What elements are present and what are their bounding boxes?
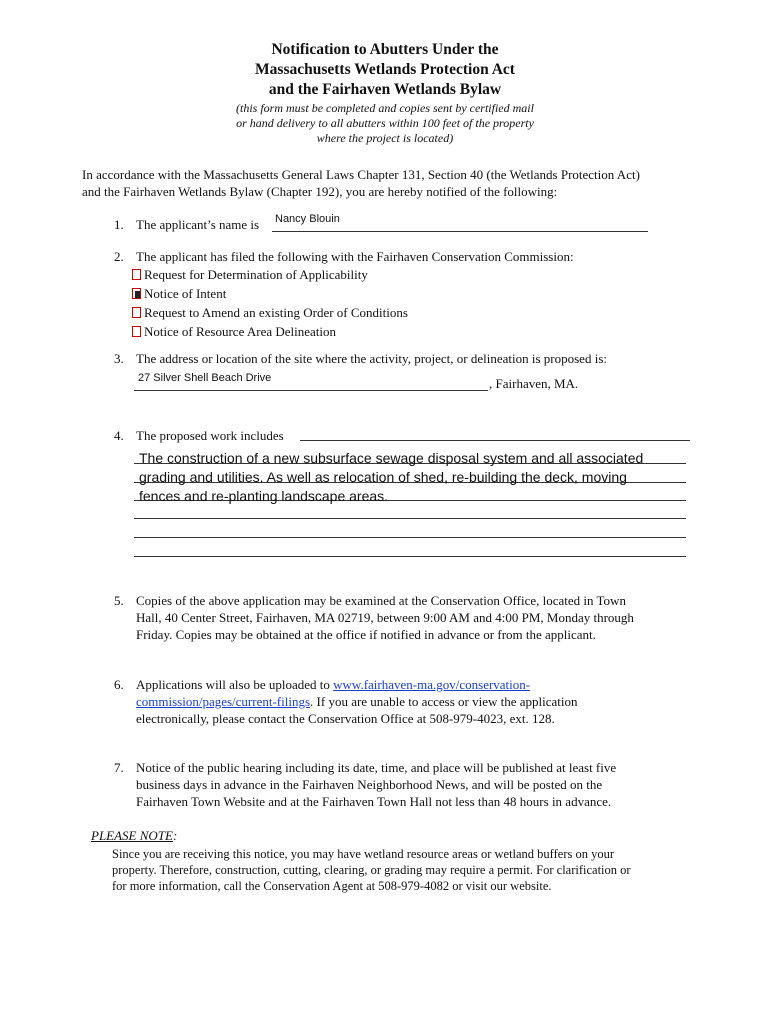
form-subtitle	[0, 101, 770, 146]
proposed-work-line-5	[134, 520, 686, 538]
item-5-line-1: Copies of the above application may be examined at the Conservation Office, located in Town	[136, 593, 626, 608]
proposed-work-text-1: The construction of a new subsurface sewage disposal system and all associated	[139, 450, 644, 466]
checkbox-amend-ooc[interactable]	[132, 307, 141, 318]
option-amend-ooc-label: Request to Amend an existing Order of Conditions	[144, 305, 408, 320]
option-rda[interactable]	[132, 266, 408, 285]
please-note-text	[112, 846, 631, 894]
item-6-pre: Applications will also be uploaded to	[136, 677, 334, 692]
option-amend-ooc[interactable]	[132, 304, 408, 323]
proposed-work-text-2: grading and utilities. As well as relocation of shed, re-building the deck, moving	[139, 469, 627, 485]
filings-link-part-2[interactable]: commission/pages/current-filings	[136, 694, 311, 709]
intro-line-2: and the Fairhaven Wetlands Bylaw (Chapter 192), you are hereby notified of the following:	[82, 184, 558, 199]
subtitle-line-2: or hand delivery to all abutters within 100 feet of the property	[236, 116, 534, 130]
item-3-number: 3.	[114, 351, 124, 366]
site-address-value: 27 Silver Shell Beach Drive	[138, 372, 272, 384]
intro-line-1: In accordance with the Massachusetts General Laws Chapter 131, Section 40 (the Wetlands Protection Act)	[82, 167, 640, 182]
item-7-text	[136, 759, 616, 810]
checkbox-rda[interactable]	[132, 269, 141, 280]
item-2-number: 2.	[114, 249, 124, 264]
note-line-3: for more information, call the Conservation Agent at 508-979-4082 or visit our website.	[112, 879, 552, 893]
proposed-work-line-6	[134, 539, 686, 557]
item-6-number: 6.	[114, 677, 124, 692]
item-1-number: 1.	[114, 217, 124, 232]
checkbox-noi[interactable]	[132, 288, 141, 299]
form-title	[0, 40, 770, 100]
item-6-post: . If you are unable to access or view the application	[310, 694, 578, 709]
option-noi[interactable]	[132, 285, 408, 304]
option-noi-label: Notice of Intent	[144, 286, 227, 301]
filing-type-label: The applicant has filed the following with the Fairhaven Conservation Commission:	[136, 249, 574, 264]
item-4-number: 4.	[114, 428, 124, 443]
proposed-work-label: The proposed work includes	[136, 428, 284, 443]
item-5-line-3: Friday. Copies may be obtained at the office if notified in advance or from the applicant.	[136, 627, 596, 642]
item-7-line-2: business days in advance in the Fairhaven Neighborhood News, and will be posted on the	[136, 777, 603, 792]
intro-paragraph	[82, 166, 722, 200]
title-line-3: and the Fairhaven Wetlands Bylaw	[268, 81, 502, 98]
filings-link-part-1[interactable]: www.fairhaven-ma.gov/conservation-	[333, 677, 531, 692]
item-7-line-1: Notice of the public hearing including its date, time, and place will be published at least five	[136, 760, 617, 775]
proposed-work-text-3: fences and re-planting landscape areas.	[139, 488, 389, 504]
applicant-name-label: The applicant’s name is	[136, 217, 260, 232]
option-anrad[interactable]	[132, 323, 408, 342]
proposed-work-field[interactable]	[139, 449, 699, 506]
title-line-1: Notification to Abutters Under the	[271, 41, 499, 58]
item-5-number: 5.	[114, 593, 124, 608]
item-6-text	[136, 676, 578, 727]
site-address-field[interactable]	[134, 372, 488, 391]
option-rda-label: Request for Determination of Applicability	[144, 267, 368, 282]
applicant-name-field[interactable]	[272, 213, 648, 232]
subtitle-line-1: (this form must be completed and copies sent by certified mail	[236, 101, 534, 115]
filing-type-options	[132, 266, 408, 342]
site-location-label: The address or location of the site where the activity, project, or delineation is proposed is:	[136, 351, 607, 366]
option-anrad-label: Notice of Resource Area Delineation	[144, 324, 337, 339]
title-line-2: Massachusetts Wetlands Protection Act	[255, 61, 515, 78]
item-5-text	[136, 592, 634, 643]
note-line-2: property. Therefore, construction, cutting, clearing, or grading may require a permit. For clarification or	[112, 863, 631, 877]
item-6-line-3: electronically, please contact the Conservation Office at 508-979-4023, ext. 128.	[136, 711, 555, 726]
item-7-line-3: Fairhaven Town Website and at the Fairhaven Town Hall not less than 48 hours in advance.	[136, 794, 612, 809]
item-7-number: 7.	[114, 760, 124, 775]
item-5-line-2: Hall, 40 Center Street, Fairhaven, MA 02719, between 9:00 AM and 4:00 PM, Monday through	[136, 610, 634, 625]
checkbox-anrad[interactable]	[132, 326, 141, 337]
proposed-work-line-0	[300, 424, 690, 441]
site-address-suffix: , Fairhaven, MA.	[489, 376, 579, 391]
note-line-1: Since you are receiving this notice, you may have wetland resource areas or wetland buffers on your	[112, 847, 615, 861]
applicant-name-value: Nancy Blouin	[275, 213, 340, 225]
subtitle-line-3: where the project is located)	[316, 131, 454, 145]
please-note-heading: PLEASE NOTE:	[91, 828, 178, 843]
